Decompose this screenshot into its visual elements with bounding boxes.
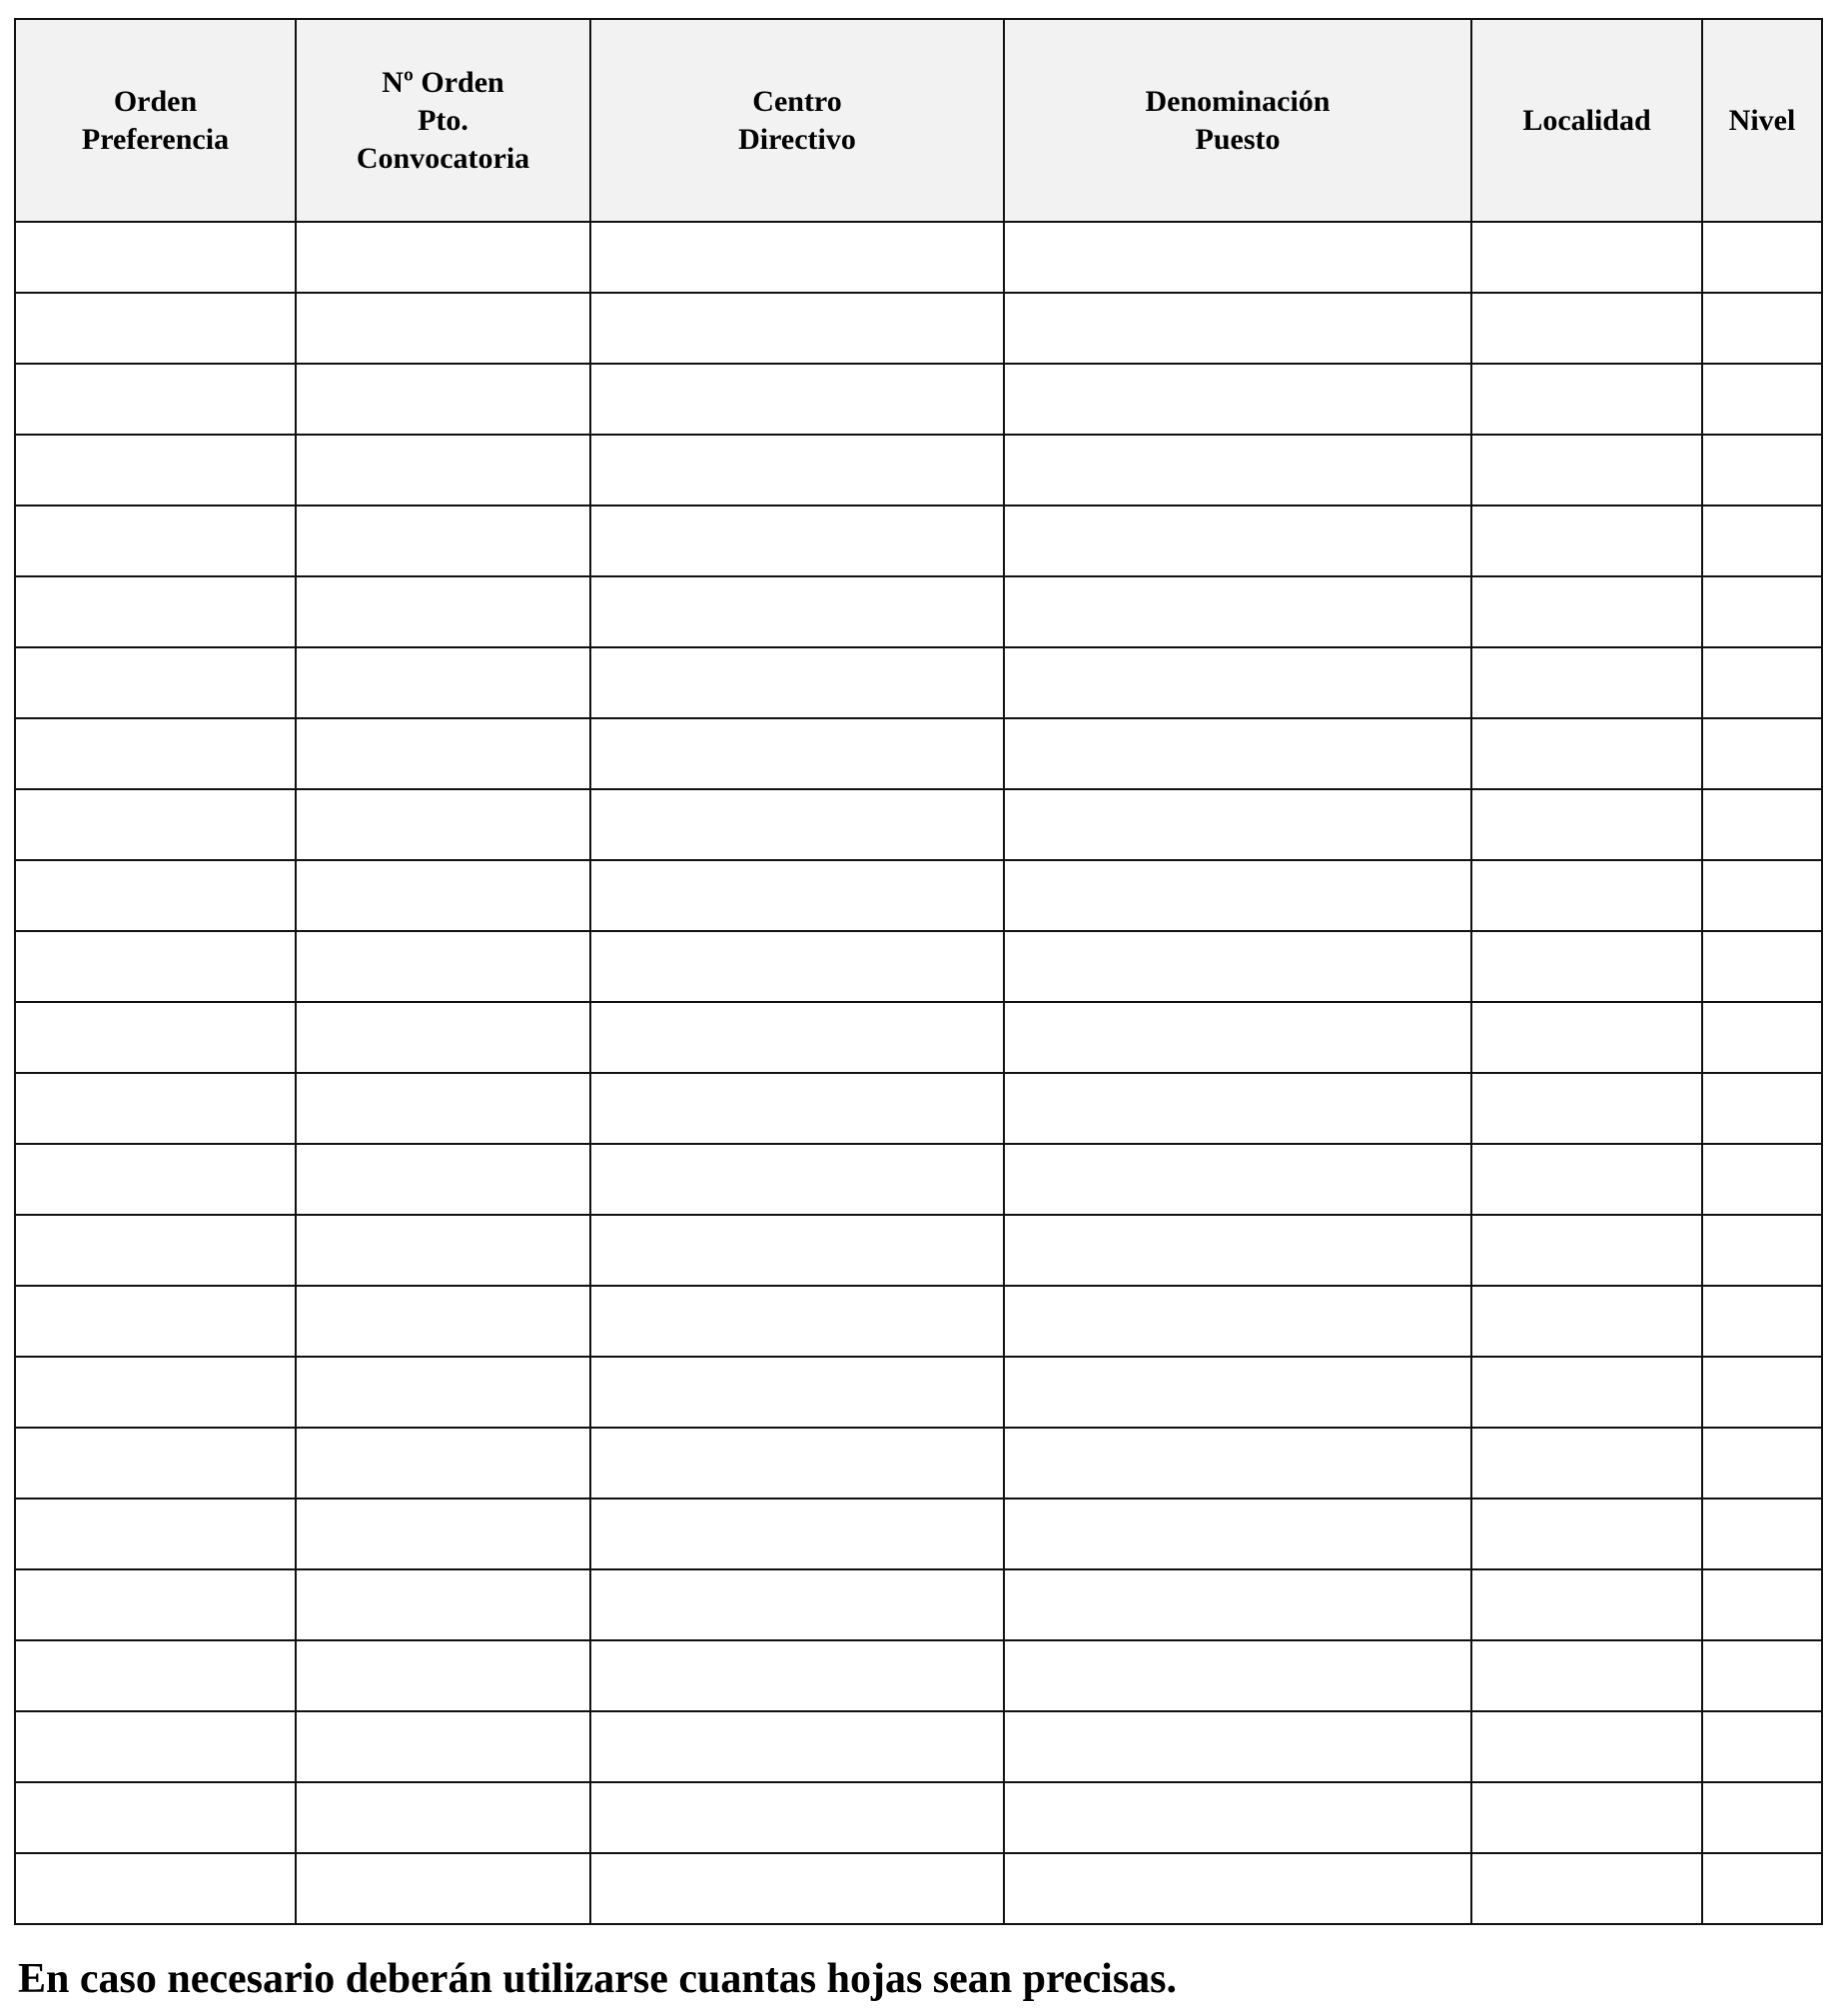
cell-centro-directivo[interactable]: [590, 1499, 1004, 1569]
preference-table: [14, 18, 1823, 1925]
cell-numero-orden-convocatoria[interactable]: [296, 293, 590, 364]
cell-numero-orden-convocatoria[interactable]: [296, 718, 590, 789]
cell-nivel[interactable]: [1702, 293, 1822, 364]
table-row: [15, 1711, 1822, 1782]
cell-centro-directivo[interactable]: [590, 1640, 1004, 1711]
cell-localidad[interactable]: [1471, 435, 1702, 505]
cell-centro-directivo[interactable]: [590, 718, 1004, 789]
cell-nivel[interactable]: [1702, 435, 1822, 505]
cell-nivel[interactable]: [1702, 1073, 1822, 1144]
cell-centro-directivo[interactable]: [590, 505, 1004, 576]
cell-denominacion-puesto[interactable]: [1004, 576, 1471, 647]
cell-denominacion-puesto[interactable]: [1004, 1782, 1471, 1853]
cell-orden-preferencia[interactable]: [15, 1002, 296, 1073]
cell-numero-orden-convocatoria[interactable]: [296, 1286, 590, 1357]
cell-orden-preferencia[interactable]: [15, 1853, 296, 1924]
cell-nivel[interactable]: [1702, 1286, 1822, 1357]
cell-orden-preferencia[interactable]: [15, 789, 296, 860]
cell-orden-preferencia[interactable]: [15, 1640, 296, 1711]
cell-numero-orden-convocatoria[interactable]: [296, 1711, 590, 1782]
cell-orden-preferencia[interactable]: [15, 1286, 296, 1357]
cell-orden-preferencia[interactable]: [15, 931, 296, 1002]
cell-localidad[interactable]: [1471, 647, 1702, 718]
cell-denominacion-puesto[interactable]: [1004, 364, 1471, 435]
cell-orden-preferencia[interactable]: [15, 1499, 296, 1569]
cell-numero-orden-convocatoria[interactable]: [296, 435, 590, 505]
cell-denominacion-puesto[interactable]: [1004, 222, 1471, 293]
cell-denominacion-puesto[interactable]: [1004, 1853, 1471, 1924]
table-row: [15, 293, 1822, 364]
cell-localidad[interactable]: [1471, 1640, 1702, 1711]
cell-centro-directivo[interactable]: [590, 789, 1004, 860]
cell-denominacion-puesto[interactable]: [1004, 789, 1471, 860]
table-row: [15, 1002, 1822, 1073]
cell-localidad[interactable]: [1471, 1073, 1702, 1144]
cell-orden-preferencia[interactable]: [15, 647, 296, 718]
table-row: [15, 1357, 1822, 1428]
cell-numero-orden-convocatoria[interactable]: [296, 1569, 590, 1640]
footer-note: En caso necesario deberán utilizarse cuantas hojas sean precisas.: [18, 1956, 1178, 2002]
table-row: [15, 222, 1822, 293]
cell-numero-orden-convocatoria[interactable]: [296, 505, 590, 576]
cell-localidad[interactable]: [1471, 576, 1702, 647]
cell-denominacion-puesto[interactable]: [1004, 1144, 1471, 1215]
cell-localidad[interactable]: [1471, 789, 1702, 860]
table-row: [15, 1499, 1822, 1569]
cell-denominacion-puesto[interactable]: [1004, 1711, 1471, 1782]
table-row: [15, 576, 1822, 647]
cell-numero-orden-convocatoria[interactable]: [296, 1428, 590, 1499]
cell-orden-preferencia[interactable]: [15, 435, 296, 505]
cell-localidad[interactable]: [1471, 364, 1702, 435]
cell-localidad[interactable]: [1471, 1428, 1702, 1499]
cell-centro-directivo[interactable]: [590, 576, 1004, 647]
cell-denominacion-puesto[interactable]: [1004, 1215, 1471, 1286]
cell-numero-orden-convocatoria[interactable]: [296, 1782, 590, 1853]
cell-denominacion-puesto[interactable]: [1004, 1002, 1471, 1073]
cell-centro-directivo[interactable]: [590, 1569, 1004, 1640]
header-row: [15, 19, 1822, 222]
cell-centro-directivo[interactable]: [590, 647, 1004, 718]
cell-denominacion-puesto[interactable]: [1004, 1569, 1471, 1640]
cell-localidad[interactable]: [1471, 860, 1702, 931]
cell-numero-orden-convocatoria[interactable]: [296, 1853, 590, 1924]
cell-orden-preferencia[interactable]: [15, 1144, 296, 1215]
cell-denominacion-puesto[interactable]: [1004, 1357, 1471, 1428]
cell-numero-orden-convocatoria[interactable]: [296, 1499, 590, 1569]
cell-nivel[interactable]: [1702, 1002, 1822, 1073]
cell-denominacion-puesto[interactable]: [1004, 1428, 1471, 1499]
cell-nivel[interactable]: [1702, 1640, 1822, 1711]
header-denominacion-puesto: Denominación Puesto: [1004, 19, 1471, 222]
cell-denominacion-puesto[interactable]: [1004, 718, 1471, 789]
cell-centro-directivo[interactable]: [590, 364, 1004, 435]
cell-orden-preferencia[interactable]: [15, 1569, 296, 1640]
table-row: [15, 1286, 1822, 1357]
cell-orden-preferencia[interactable]: [15, 1711, 296, 1782]
cell-numero-orden-convocatoria[interactable]: [296, 789, 590, 860]
cell-denominacion-puesto[interactable]: [1004, 1640, 1471, 1711]
cell-centro-directivo[interactable]: [590, 1711, 1004, 1782]
cell-numero-orden-convocatoria[interactable]: [296, 364, 590, 435]
cell-nivel[interactable]: [1702, 1144, 1822, 1215]
cell-numero-orden-convocatoria[interactable]: [296, 1144, 590, 1215]
cell-orden-preferencia[interactable]: [15, 1357, 296, 1428]
table-row: [15, 1569, 1822, 1640]
cell-nivel[interactable]: [1702, 1782, 1822, 1853]
cell-nivel[interactable]: [1702, 647, 1822, 718]
cell-centro-directivo[interactable]: [590, 222, 1004, 293]
cell-denominacion-puesto[interactable]: [1004, 1499, 1471, 1569]
cell-numero-orden-convocatoria[interactable]: [296, 647, 590, 718]
cell-numero-orden-convocatoria[interactable]: [296, 222, 590, 293]
cell-localidad[interactable]: [1471, 222, 1702, 293]
table-row: [15, 860, 1822, 931]
cell-denominacion-puesto[interactable]: [1004, 1073, 1471, 1144]
cell-centro-directivo[interactable]: [590, 1357, 1004, 1428]
cell-centro-directivo[interactable]: [590, 860, 1004, 931]
cell-nivel[interactable]: [1702, 1215, 1822, 1286]
cell-nivel[interactable]: [1702, 1569, 1822, 1640]
header-numero-orden-convocatoria: Nº Orden Pto. Convocatoria: [296, 19, 590, 222]
table-row: [15, 1215, 1822, 1286]
header-localidad: Localidad: [1471, 19, 1702, 222]
table-body: [15, 222, 1822, 1924]
cell-denominacion-puesto[interactable]: [1004, 931, 1471, 1002]
cell-localidad[interactable]: [1471, 1286, 1702, 1357]
cell-orden-preferencia[interactable]: [15, 1215, 296, 1286]
cell-centro-directivo[interactable]: [590, 1853, 1004, 1924]
cell-numero-orden-convocatoria[interactable]: [296, 1215, 590, 1286]
cell-localidad[interactable]: [1471, 1782, 1702, 1853]
cell-localidad[interactable]: [1471, 718, 1702, 789]
table-row: [15, 647, 1822, 718]
cell-numero-orden-convocatoria[interactable]: [296, 1357, 590, 1428]
table-row: [15, 718, 1822, 789]
cell-nivel[interactable]: [1702, 1711, 1822, 1782]
cell-centro-directivo[interactable]: [590, 1215, 1004, 1286]
cell-localidad[interactable]: [1471, 1499, 1702, 1569]
cell-localidad[interactable]: [1471, 293, 1702, 364]
cell-localidad[interactable]: [1471, 1569, 1702, 1640]
cell-localidad[interactable]: [1471, 1002, 1702, 1073]
table-row: [15, 1073, 1822, 1144]
cell-centro-directivo[interactable]: [590, 293, 1004, 364]
cell-orden-preferencia[interactable]: [15, 222, 296, 293]
table-row: [15, 789, 1822, 860]
cell-nivel[interactable]: [1702, 1428, 1822, 1499]
header-nivel: Nivel: [1702, 19, 1822, 222]
cell-orden-preferencia[interactable]: [15, 1428, 296, 1499]
cell-localidad[interactable]: [1471, 1357, 1702, 1428]
cell-orden-preferencia[interactable]: [15, 505, 296, 576]
cell-centro-directivo[interactable]: [590, 1428, 1004, 1499]
cell-localidad[interactable]: [1471, 1144, 1702, 1215]
cell-centro-directivo[interactable]: [590, 1144, 1004, 1215]
cell-localidad[interactable]: [1471, 1853, 1702, 1924]
table-row: [15, 1640, 1822, 1711]
cell-nivel[interactable]: [1702, 1357, 1822, 1428]
cell-numero-orden-convocatoria[interactable]: [296, 931, 590, 1002]
cell-orden-preferencia[interactable]: [15, 293, 296, 364]
cell-nivel[interactable]: [1702, 222, 1822, 293]
cell-centro-directivo[interactable]: [590, 1002, 1004, 1073]
cell-orden-preferencia[interactable]: [15, 364, 296, 435]
cell-denominacion-puesto[interactable]: [1004, 435, 1471, 505]
cell-nivel[interactable]: [1702, 1853, 1822, 1924]
cell-nivel[interactable]: [1702, 789, 1822, 860]
cell-orden-preferencia[interactable]: [15, 1782, 296, 1853]
cell-nivel[interactable]: [1702, 718, 1822, 789]
cell-centro-directivo[interactable]: [590, 1286, 1004, 1357]
cell-localidad[interactable]: [1471, 931, 1702, 1002]
cell-denominacion-puesto[interactable]: [1004, 647, 1471, 718]
cell-denominacion-puesto[interactable]: [1004, 505, 1471, 576]
cell-localidad[interactable]: [1471, 1711, 1702, 1782]
cell-localidad[interactable]: [1471, 1215, 1702, 1286]
table-row: [15, 364, 1822, 435]
cell-numero-orden-convocatoria[interactable]: [296, 1073, 590, 1144]
table-row: [15, 1144, 1822, 1215]
table-row: [15, 505, 1822, 576]
cell-localidad[interactable]: [1471, 505, 1702, 576]
cell-orden-preferencia[interactable]: [15, 718, 296, 789]
cell-orden-preferencia[interactable]: [15, 576, 296, 647]
table-row: [15, 931, 1822, 1002]
table-row: [15, 1853, 1822, 1924]
cell-denominacion-puesto[interactable]: [1004, 860, 1471, 931]
cell-denominacion-puesto[interactable]: [1004, 1286, 1471, 1357]
cell-nivel[interactable]: [1702, 505, 1822, 576]
cell-centro-directivo[interactable]: [590, 931, 1004, 1002]
table-row: [15, 1782, 1822, 1853]
cell-numero-orden-convocatoria[interactable]: [296, 860, 590, 931]
cell-numero-orden-convocatoria[interactable]: [296, 1002, 590, 1073]
header-orden-preferencia: Orden Preferencia: [15, 19, 296, 222]
cell-numero-orden-convocatoria[interactable]: [296, 576, 590, 647]
header-centro-directivo: Centro Directivo: [590, 19, 1004, 222]
cell-centro-directivo[interactable]: [590, 1073, 1004, 1144]
table-row: [15, 435, 1822, 505]
cell-orden-preferencia[interactable]: [15, 1073, 296, 1144]
cell-centro-directivo[interactable]: [590, 435, 1004, 505]
cell-nivel[interactable]: [1702, 860, 1822, 931]
cell-nivel[interactable]: [1702, 931, 1822, 1002]
cell-numero-orden-convocatoria[interactable]: [296, 1640, 590, 1711]
cell-nivel[interactable]: [1702, 1499, 1822, 1569]
cell-denominacion-puesto[interactable]: [1004, 293, 1471, 364]
cell-centro-directivo[interactable]: [590, 1782, 1004, 1853]
table-row: [15, 1428, 1822, 1499]
cell-nivel[interactable]: [1702, 576, 1822, 647]
cell-nivel[interactable]: [1702, 364, 1822, 435]
cell-orden-preferencia[interactable]: [15, 860, 296, 931]
